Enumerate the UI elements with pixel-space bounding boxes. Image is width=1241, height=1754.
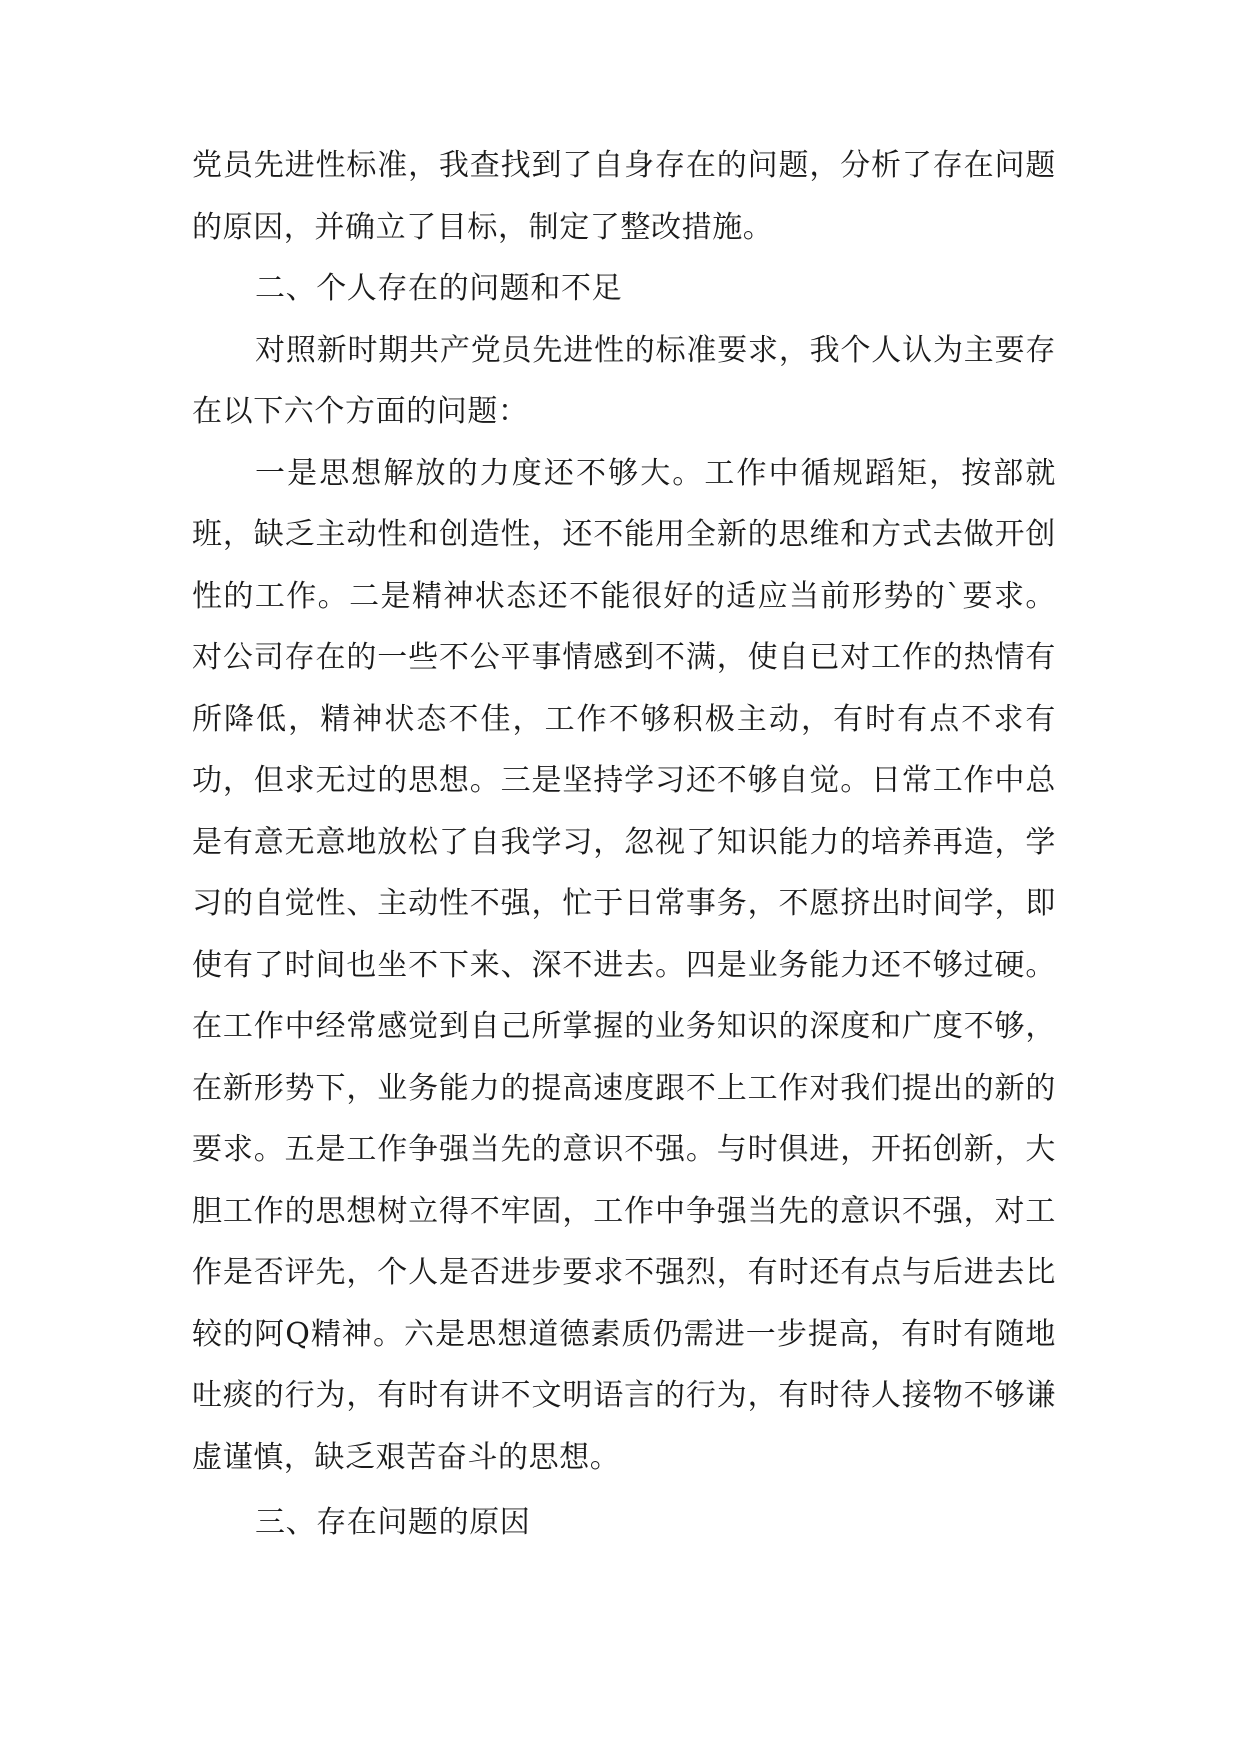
section-body-paragraph: 一是思想解放的力度还不够大。工作中循规蹈矩，按部就班，缺乏主动性和创造性，还不能用全新的思维和方式去做开创性的工作。二是精神状态还不能很好的适应当前形势的`要求。对公司存在的一些不公平事情感到不满，使自已对工作的热情有所降低，精神状态不佳，工作不够积极主动，有时有点不求有功，但求无过的思想。三是坚持学习还不够自觉。日常工作中总是有意无意地放松了自我学习，忽视了知识能力的培养再造，学习的自觉性、主动性不强，忙于日常事务，不愿挤出时间学，即使有了时间也坐不下来、深不进去。四是业务能力还不够过硬。在工作中经常感觉到自己所掌握的业务知识的深度和广度不够，在新形势下，业务能力的提高速度跟不上工作对我们提出的新的要求。五是工作争强当先的意识不强。与时俱进，开拓创新，大胆工作的思想树立得不牢固，工作中争强当先的意识不强，对工作是否评先，个人是否进步要求不强烈，有时还有点与后进去比较的阿Q精神。六是思想道德素质仍需进一步提高，有时有随地吐痰的行为，有时有讲不文明语言的行为，有时待人接物不够谦虚谨慎，缺乏艰苦奋斗的思想。 — [192, 455, 1056, 1475]
intro-paragraph: 党员先进性标准，我查找到了自身存在的问题，分析了存在问题的原因，并确立了目标，制定了整改措施。 — [192, 148, 1056, 245]
section-lead-paragraph: 对照新时期共产党员先进性的标准要求，我个人认为主要存在以下六个方面的问题： — [192, 332, 1056, 429]
section-heading-personal-problems: 二、个人存在的问题和不足 — [255, 271, 623, 306]
document-page — [192, 135, 1056, 1554]
section-heading-causes: 三、存在问题的原因 — [255, 1505, 531, 1540]
